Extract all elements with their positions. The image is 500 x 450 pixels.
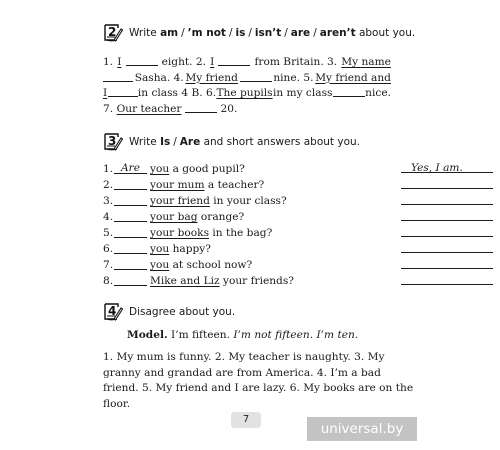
- exercise-3-header: [103, 131, 360, 153]
- question-row: 7. you at school now?: [103, 257, 393, 273]
- answer-blank[interactable]: [114, 179, 147, 190]
- answer-blank[interactable]: [114, 259, 147, 270]
- answer-blank[interactable]: [240, 71, 272, 82]
- question-row: 8. Mike and Liz your friends?: [103, 273, 393, 289]
- answer-blank[interactable]: [114, 227, 147, 238]
- text-line: floor.: [103, 397, 131, 410]
- exercise-2-header: [103, 22, 415, 44]
- question-row: 4. your bag orange?: [103, 209, 393, 225]
- exercise-3-list: [103, 161, 463, 289]
- text-line: Sasha. 4. My friend nine. 5. My friend and: [103, 71, 391, 87]
- exercise-4-instruction: Disagree about you.: [129, 306, 236, 318]
- answer-blank[interactable]: [103, 71, 133, 82]
- text-line: 1. I eight. 2. I from Britain. 3. My name: [103, 56, 391, 68]
- pencil-paper-icon: [103, 302, 123, 322]
- answer-blank[interactable]: [114, 211, 147, 222]
- answer-blank[interactable]: Are: [114, 163, 147, 174]
- question-row: 2. your mum a teacher?: [103, 177, 393, 193]
- short-answer-blank[interactable]: [401, 195, 493, 205]
- answer-blank[interactable]: [126, 55, 158, 66]
- exercise-number: 3: [108, 134, 117, 148]
- short-answer-blank[interactable]: [401, 211, 493, 221]
- text-line: 1. My mum is funny. 2. My teacher is naughty. 3. My: [103, 351, 385, 363]
- exercise-3-instruction: Write Is / Are and short answers about you.: [129, 136, 360, 148]
- text-line: 7. Our teacher 20.: [103, 102, 238, 115]
- text-line: granny and grandad are from America. 4. I’m a bad: [103, 366, 381, 379]
- exercise-2-instruction: Write am / ’m not / is / isn’t / are / aren’t about you.: [129, 27, 416, 39]
- short-answer-blank[interactable]: [401, 259, 493, 269]
- short-answer-blank[interactable]: Yes, I am.: [401, 163, 493, 173]
- page-number: 7: [231, 412, 261, 428]
- short-answer-blank[interactable]: [401, 275, 493, 285]
- answer-blank[interactable]: [185, 102, 217, 113]
- exercise-number: 2: [108, 25, 117, 39]
- short-answer-blank[interactable]: [401, 227, 493, 237]
- exercise-4-text: [103, 350, 414, 412]
- model-sentence: Model. I’m fifteen. I’m not fifteen. I’m ten.: [127, 329, 359, 341]
- answer-blank[interactable]: [114, 195, 147, 206]
- exercise-4-header: [103, 301, 235, 323]
- short-answer-blank[interactable]: [401, 243, 493, 253]
- exercise-2-text: [103, 55, 391, 117]
- text-line: friend. 5. My friend and I are lazy. 6. My books are on the: [103, 382, 414, 395]
- question-row: 1. Are you a good pupil? Yes, I am.: [103, 161, 393, 177]
- question-row: 6. you happy?: [103, 241, 393, 257]
- short-answer-blank[interactable]: [401, 179, 493, 189]
- question-row: 5. your books in the bag?: [103, 225, 393, 241]
- answer-blank[interactable]: [218, 55, 250, 66]
- pencil-paper-icon: [103, 132, 123, 152]
- answer-blank[interactable]: [114, 243, 147, 254]
- watermark: universal.by: [307, 417, 417, 441]
- pencil-paper-icon: [103, 23, 123, 43]
- answer-blank[interactable]: [114, 275, 147, 286]
- answer-blank[interactable]: [333, 86, 365, 97]
- text-line: I in class 4 B. 6. The pupils in my class nice.: [103, 87, 391, 100]
- exercise-number: 4: [108, 304, 117, 318]
- question-row: 3. your friend in your class?: [103, 193, 393, 209]
- answer-blank[interactable]: [108, 86, 138, 97]
